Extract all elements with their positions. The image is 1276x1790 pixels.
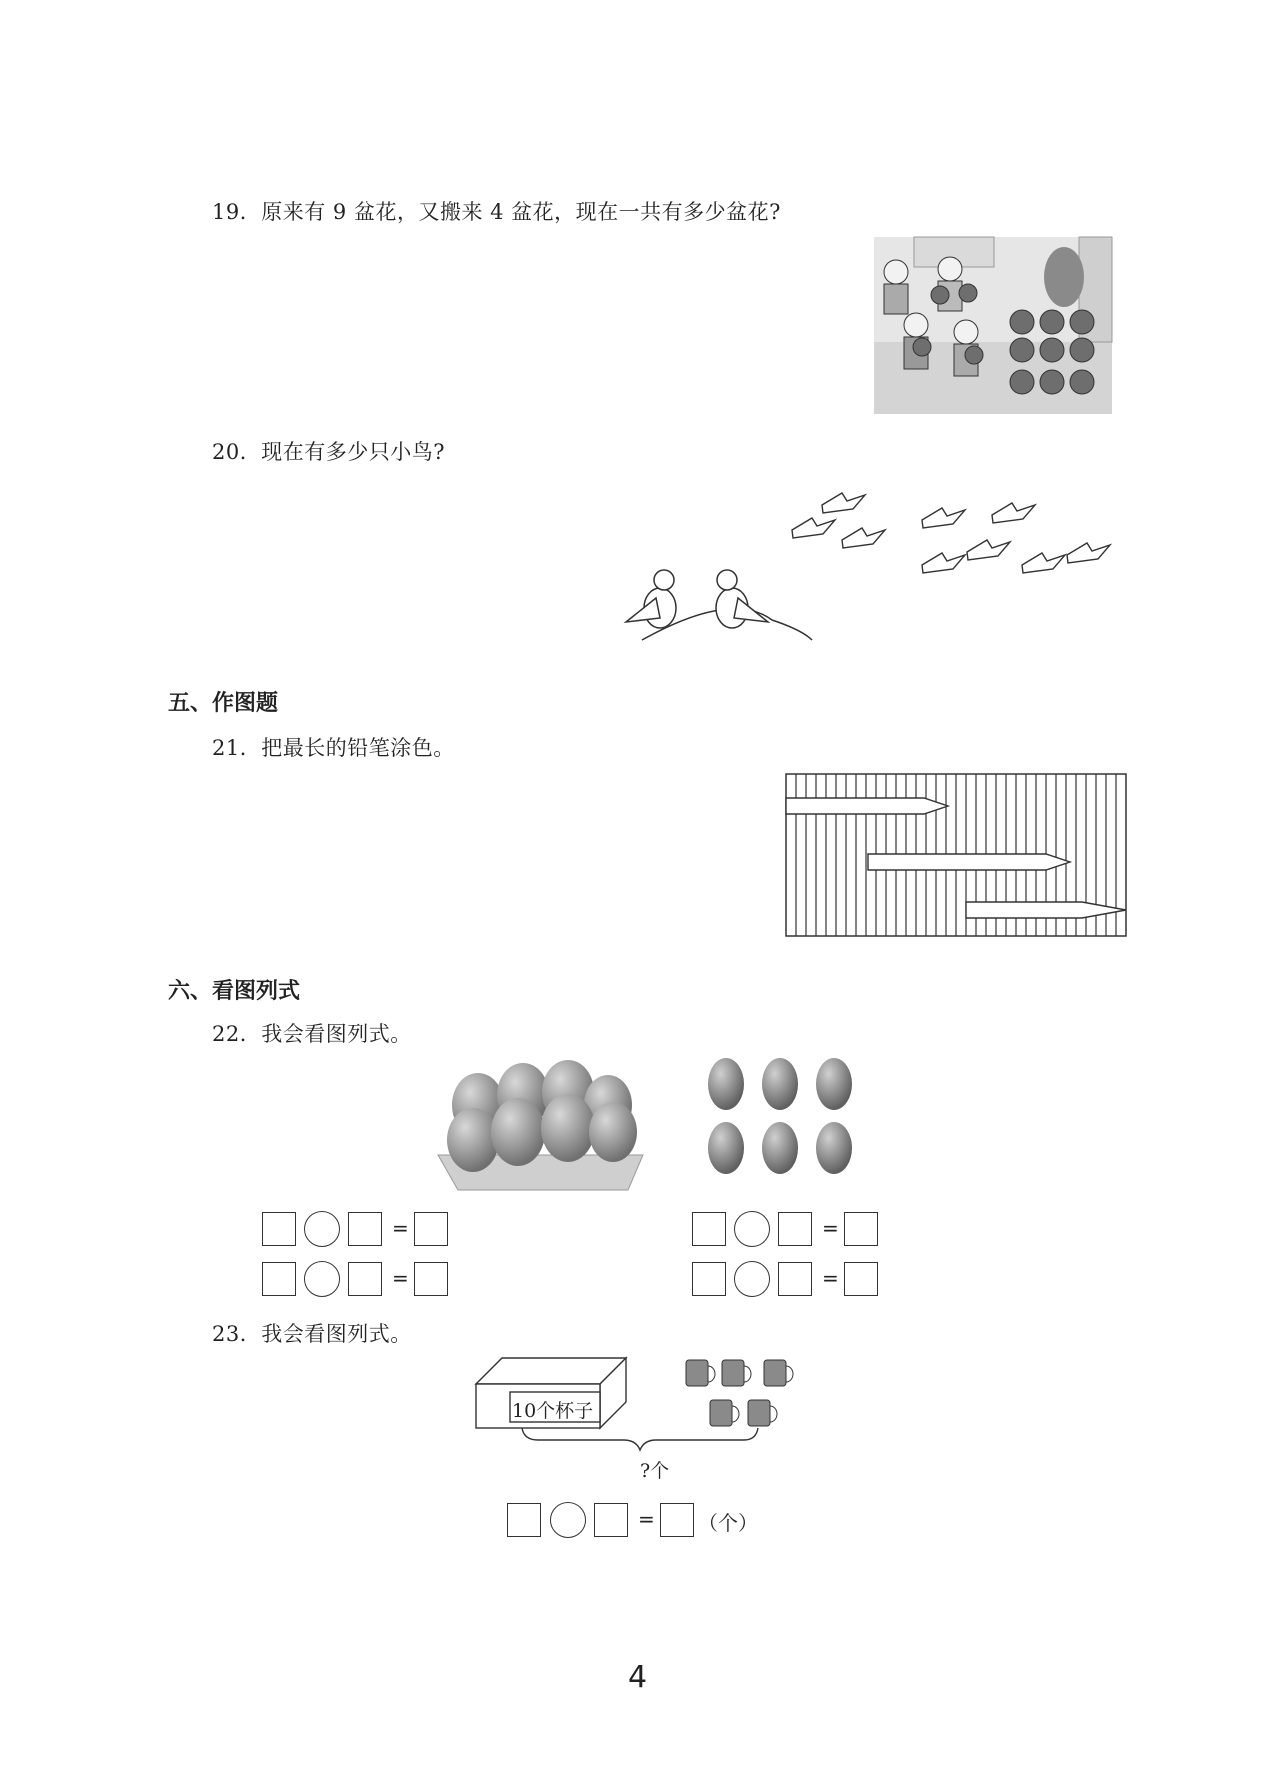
answer-box[interactable] (844, 1212, 878, 1246)
q23-number: 23． (212, 1322, 262, 1346)
equals-sign: = (392, 1266, 409, 1290)
egg-carton-image (428, 1060, 648, 1200)
q22-number: 22． (212, 1022, 262, 1046)
q21-text (212, 732, 455, 762)
answer-box[interactable] (414, 1262, 448, 1296)
section-5-title: 五、作图题 (168, 691, 279, 716)
six-eggs-image (704, 1056, 864, 1180)
answer-box[interactable] (660, 1503, 694, 1537)
pencil-grid (786, 774, 1126, 936)
unit-label: （个） (698, 1511, 758, 1535)
q20-text (212, 436, 445, 466)
answer-box[interactable] (414, 1212, 448, 1246)
answer-box[interactable] (507, 1503, 541, 1537)
answer-box[interactable] (262, 1212, 296, 1246)
answer-box[interactable] (844, 1262, 878, 1296)
answer-box[interactable] (262, 1262, 296, 1296)
page-number: 4 (628, 1660, 648, 1695)
q21-number: 21． (212, 736, 262, 760)
pencil-1 (786, 798, 948, 814)
q19-body: 原来有 9 盆花，又搬来 4 盆花，现在一共有多少盆花? (261, 200, 781, 224)
equals-sign: = (822, 1216, 839, 1240)
operator-circle[interactable] (304, 1261, 340, 1297)
section-6-title: 六、看图列式 (168, 979, 301, 1004)
pencil-2 (868, 854, 1070, 870)
operator-circle[interactable] (734, 1261, 770, 1297)
operator-circle[interactable] (550, 1502, 586, 1538)
answer-box[interactable] (778, 1262, 812, 1296)
birds-illustration (612, 470, 1122, 650)
equals-sign: = (822, 1266, 839, 1290)
q21-body: 把最长的铅笔涂色。 (261, 736, 455, 760)
q20-body: 现在有多少只小鸟? (261, 440, 445, 464)
total-question-label: ?个 (640, 1460, 670, 1482)
q23-body: 我会看图列式。 (261, 1322, 412, 1346)
q19-number: 19． (212, 200, 262, 224)
q19-text (212, 196, 781, 226)
equals-sign: = (392, 1216, 409, 1240)
cup-box-label: 10个杯子 (512, 1400, 594, 1422)
answer-box[interactable] (778, 1212, 812, 1246)
answer-box[interactable] (348, 1262, 382, 1296)
equals-sign: = (638, 1507, 655, 1531)
operator-circle[interactable] (304, 1211, 340, 1247)
answer-box[interactable] (692, 1212, 726, 1246)
answer-box[interactable] (692, 1262, 726, 1296)
q22-text (212, 1018, 412, 1048)
answer-box[interactable] (348, 1212, 382, 1246)
answer-box[interactable] (594, 1503, 628, 1537)
operator-circle[interactable] (734, 1211, 770, 1247)
q22-body: 我会看图列式。 (261, 1022, 412, 1046)
flower-pots-illustration (874, 237, 1112, 414)
q20-number: 20． (212, 440, 262, 464)
q23-text (212, 1318, 412, 1348)
pencil-3 (966, 902, 1126, 918)
